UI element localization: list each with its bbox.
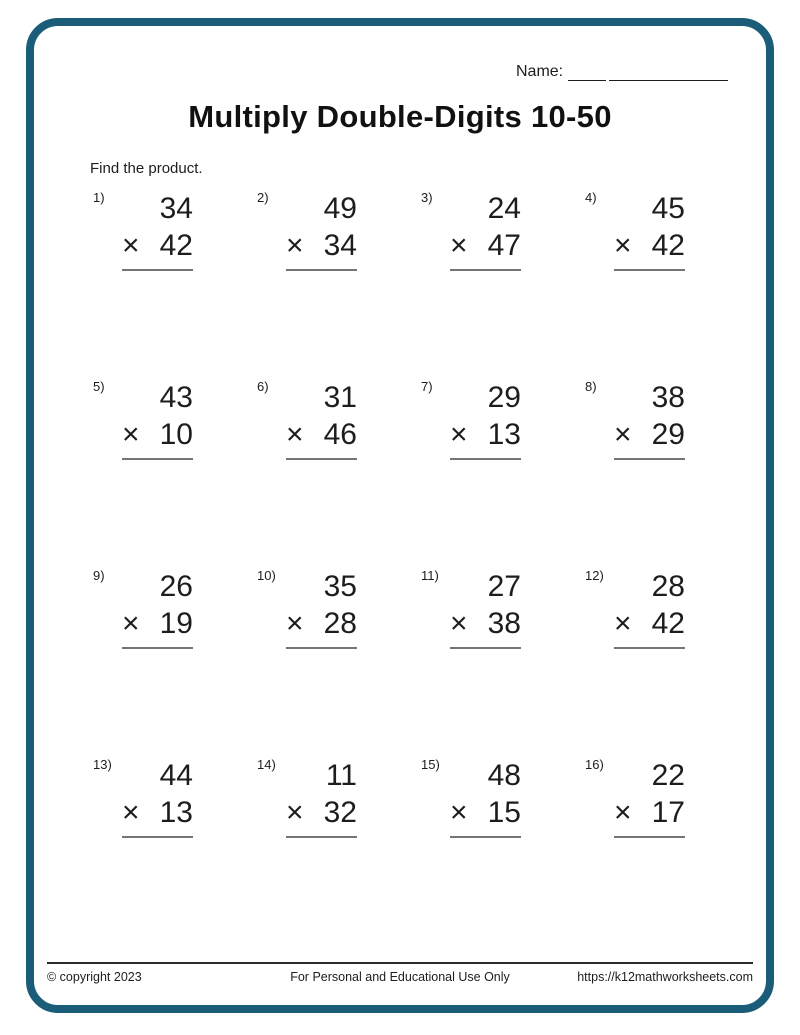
problem-number: 10)	[257, 568, 276, 583]
problem-number: 11)	[421, 568, 439, 583]
multiplier: 42	[651, 607, 685, 640]
multiplicand: 24	[487, 192, 521, 225]
multiplication-sign: ×	[122, 607, 140, 640]
multiplicand: 38	[651, 381, 685, 414]
multiplicand: 31	[323, 381, 357, 414]
problem-number: 4)	[585, 190, 597, 205]
problem-number: 14)	[257, 757, 276, 772]
problem-cell	[257, 568, 421, 757]
multiplication-sign: ×	[614, 607, 632, 640]
multiplication-problem	[286, 568, 357, 649]
answer-line	[122, 836, 193, 838]
footer-website-url: https://k12mathworksheets.com	[577, 970, 753, 984]
problem-cell	[421, 190, 585, 379]
instruction-text: Find the product.	[90, 160, 203, 177]
multiplicand: 22	[651, 759, 685, 792]
problem-number: 7)	[421, 379, 433, 394]
multiplication-sign: ×	[450, 418, 468, 451]
multiplier: 42	[651, 229, 685, 262]
multiplier-row	[614, 605, 685, 642]
answer-line	[122, 647, 193, 649]
problem-cell	[93, 568, 257, 757]
multiplication-problem	[286, 190, 357, 271]
problem-number: 8)	[585, 379, 597, 394]
multiplicand: 44	[159, 759, 193, 792]
problem-cell	[585, 190, 749, 379]
problem-cell	[257, 757, 421, 946]
multiplication-sign: ×	[286, 229, 304, 262]
problem-cell	[93, 379, 257, 568]
multiplier: 15	[487, 796, 521, 829]
multiplication-sign: ×	[450, 229, 468, 262]
multiplier-row	[122, 794, 193, 831]
problem-cell	[585, 568, 749, 757]
answer-line	[450, 836, 521, 838]
multiplication-problem	[122, 190, 193, 271]
problem-number: 6)	[257, 379, 269, 394]
multiplier-row	[286, 416, 357, 453]
answer-line	[614, 647, 685, 649]
problem-number: 16)	[585, 757, 604, 772]
footer	[47, 970, 753, 984]
name-field-row	[516, 62, 728, 81]
multiplicand: 35	[323, 570, 357, 603]
multiplier-row	[614, 227, 685, 264]
multiplier-row	[450, 794, 521, 831]
multiplication-problem	[122, 568, 193, 649]
answer-line	[614, 836, 685, 838]
multiplicand: 26	[159, 570, 193, 603]
answer-line	[286, 836, 357, 838]
footer-usage-note: For Personal and Educational Use Only	[290, 970, 510, 984]
problem-number: 2)	[257, 190, 269, 205]
name-label: Name:	[516, 63, 564, 80]
multiplication-problem	[122, 757, 193, 838]
multiplication-problem	[450, 190, 521, 271]
multiplication-sign: ×	[122, 229, 140, 262]
multiplier: 13	[159, 796, 193, 829]
answer-line	[450, 269, 521, 271]
multiplier: 42	[159, 229, 193, 262]
name-blank-line	[568, 62, 606, 81]
multiplication-sign: ×	[614, 418, 632, 451]
multiplier-row	[286, 605, 357, 642]
multiplier: 47	[487, 229, 521, 262]
multiplicand: 27	[487, 570, 521, 603]
multiplication-problem	[450, 757, 521, 838]
multiplier-row	[122, 605, 193, 642]
multiplicand: 34	[159, 192, 193, 225]
multiplication-problem	[614, 190, 685, 271]
multiplication-sign: ×	[614, 229, 632, 262]
multiplier: 10	[159, 418, 193, 451]
multiplier-row	[450, 416, 521, 453]
problem-cell	[585, 379, 749, 568]
multiplication-problem	[450, 568, 521, 649]
multiplication-sign: ×	[286, 418, 304, 451]
multiplicand: 29	[487, 381, 521, 414]
multiplicand: 43	[159, 381, 193, 414]
multiplier-row	[450, 605, 521, 642]
problem-number: 3)	[421, 190, 433, 205]
problem-cell	[257, 190, 421, 379]
multiplicand: 11	[325, 759, 357, 792]
multiplier: 17	[651, 796, 685, 829]
problem-number: 9)	[93, 568, 105, 583]
multiplier-row	[286, 794, 357, 831]
problem-cell	[421, 757, 585, 946]
problem-cell	[93, 757, 257, 946]
problem-number: 5)	[93, 379, 105, 394]
problems-grid	[93, 190, 749, 946]
answer-line	[614, 458, 685, 460]
problem-cell	[257, 379, 421, 568]
multiplier: 28	[323, 607, 357, 640]
multiplier-row	[122, 416, 193, 453]
answer-line	[450, 458, 521, 460]
answer-line	[122, 269, 193, 271]
answer-line	[450, 647, 521, 649]
answer-line	[122, 458, 193, 460]
problem-number: 15)	[421, 757, 440, 772]
multiplication-sign: ×	[614, 796, 632, 829]
answer-line	[286, 458, 357, 460]
multiplication-sign: ×	[450, 796, 468, 829]
multiplier: 29	[651, 418, 685, 451]
multiplier: 34	[323, 229, 357, 262]
multiplier-row	[286, 227, 357, 264]
multiplicand: 48	[487, 759, 521, 792]
multiplier-row	[614, 416, 685, 453]
answer-line	[286, 647, 357, 649]
multiplicand: 45	[651, 192, 685, 225]
footer-copyright: © copyright 2023	[47, 970, 142, 984]
multiplication-problem	[614, 568, 685, 649]
multiplier: 38	[487, 607, 521, 640]
problem-number: 1)	[93, 190, 105, 205]
multiplier-row	[614, 794, 685, 831]
problem-cell	[421, 379, 585, 568]
problem-number: 12)	[585, 568, 604, 583]
problem-cell	[93, 190, 257, 379]
multiplication-sign: ×	[122, 418, 140, 451]
answer-line	[286, 269, 357, 271]
multiplier: 19	[159, 607, 193, 640]
multiplicand: 28	[651, 570, 685, 603]
multiplication-problem	[450, 379, 521, 460]
multiplicand: 49	[323, 192, 357, 225]
multiplier-row	[450, 227, 521, 264]
multiplication-problem	[122, 379, 193, 460]
page-title: Multiply Double-Digits 10-50	[188, 99, 612, 134]
multiplier-row	[122, 227, 193, 264]
problem-cell	[421, 568, 585, 757]
multiplication-problem	[614, 379, 685, 460]
answer-line	[614, 269, 685, 271]
multiplication-sign: ×	[286, 796, 304, 829]
multiplication-sign: ×	[286, 607, 304, 640]
footer-divider	[47, 962, 753, 964]
multiplication-sign: ×	[450, 607, 468, 640]
multiplication-sign: ×	[122, 796, 140, 829]
problem-number: 13)	[93, 757, 112, 772]
multiplication-problem	[286, 757, 357, 838]
multiplier: 13	[487, 418, 521, 451]
multiplier: 46	[323, 418, 357, 451]
multiplication-problem	[614, 757, 685, 838]
name-blank-line	[609, 62, 728, 81]
problem-cell	[585, 757, 749, 946]
multiplier: 32	[323, 796, 357, 829]
multiplication-problem	[286, 379, 357, 460]
